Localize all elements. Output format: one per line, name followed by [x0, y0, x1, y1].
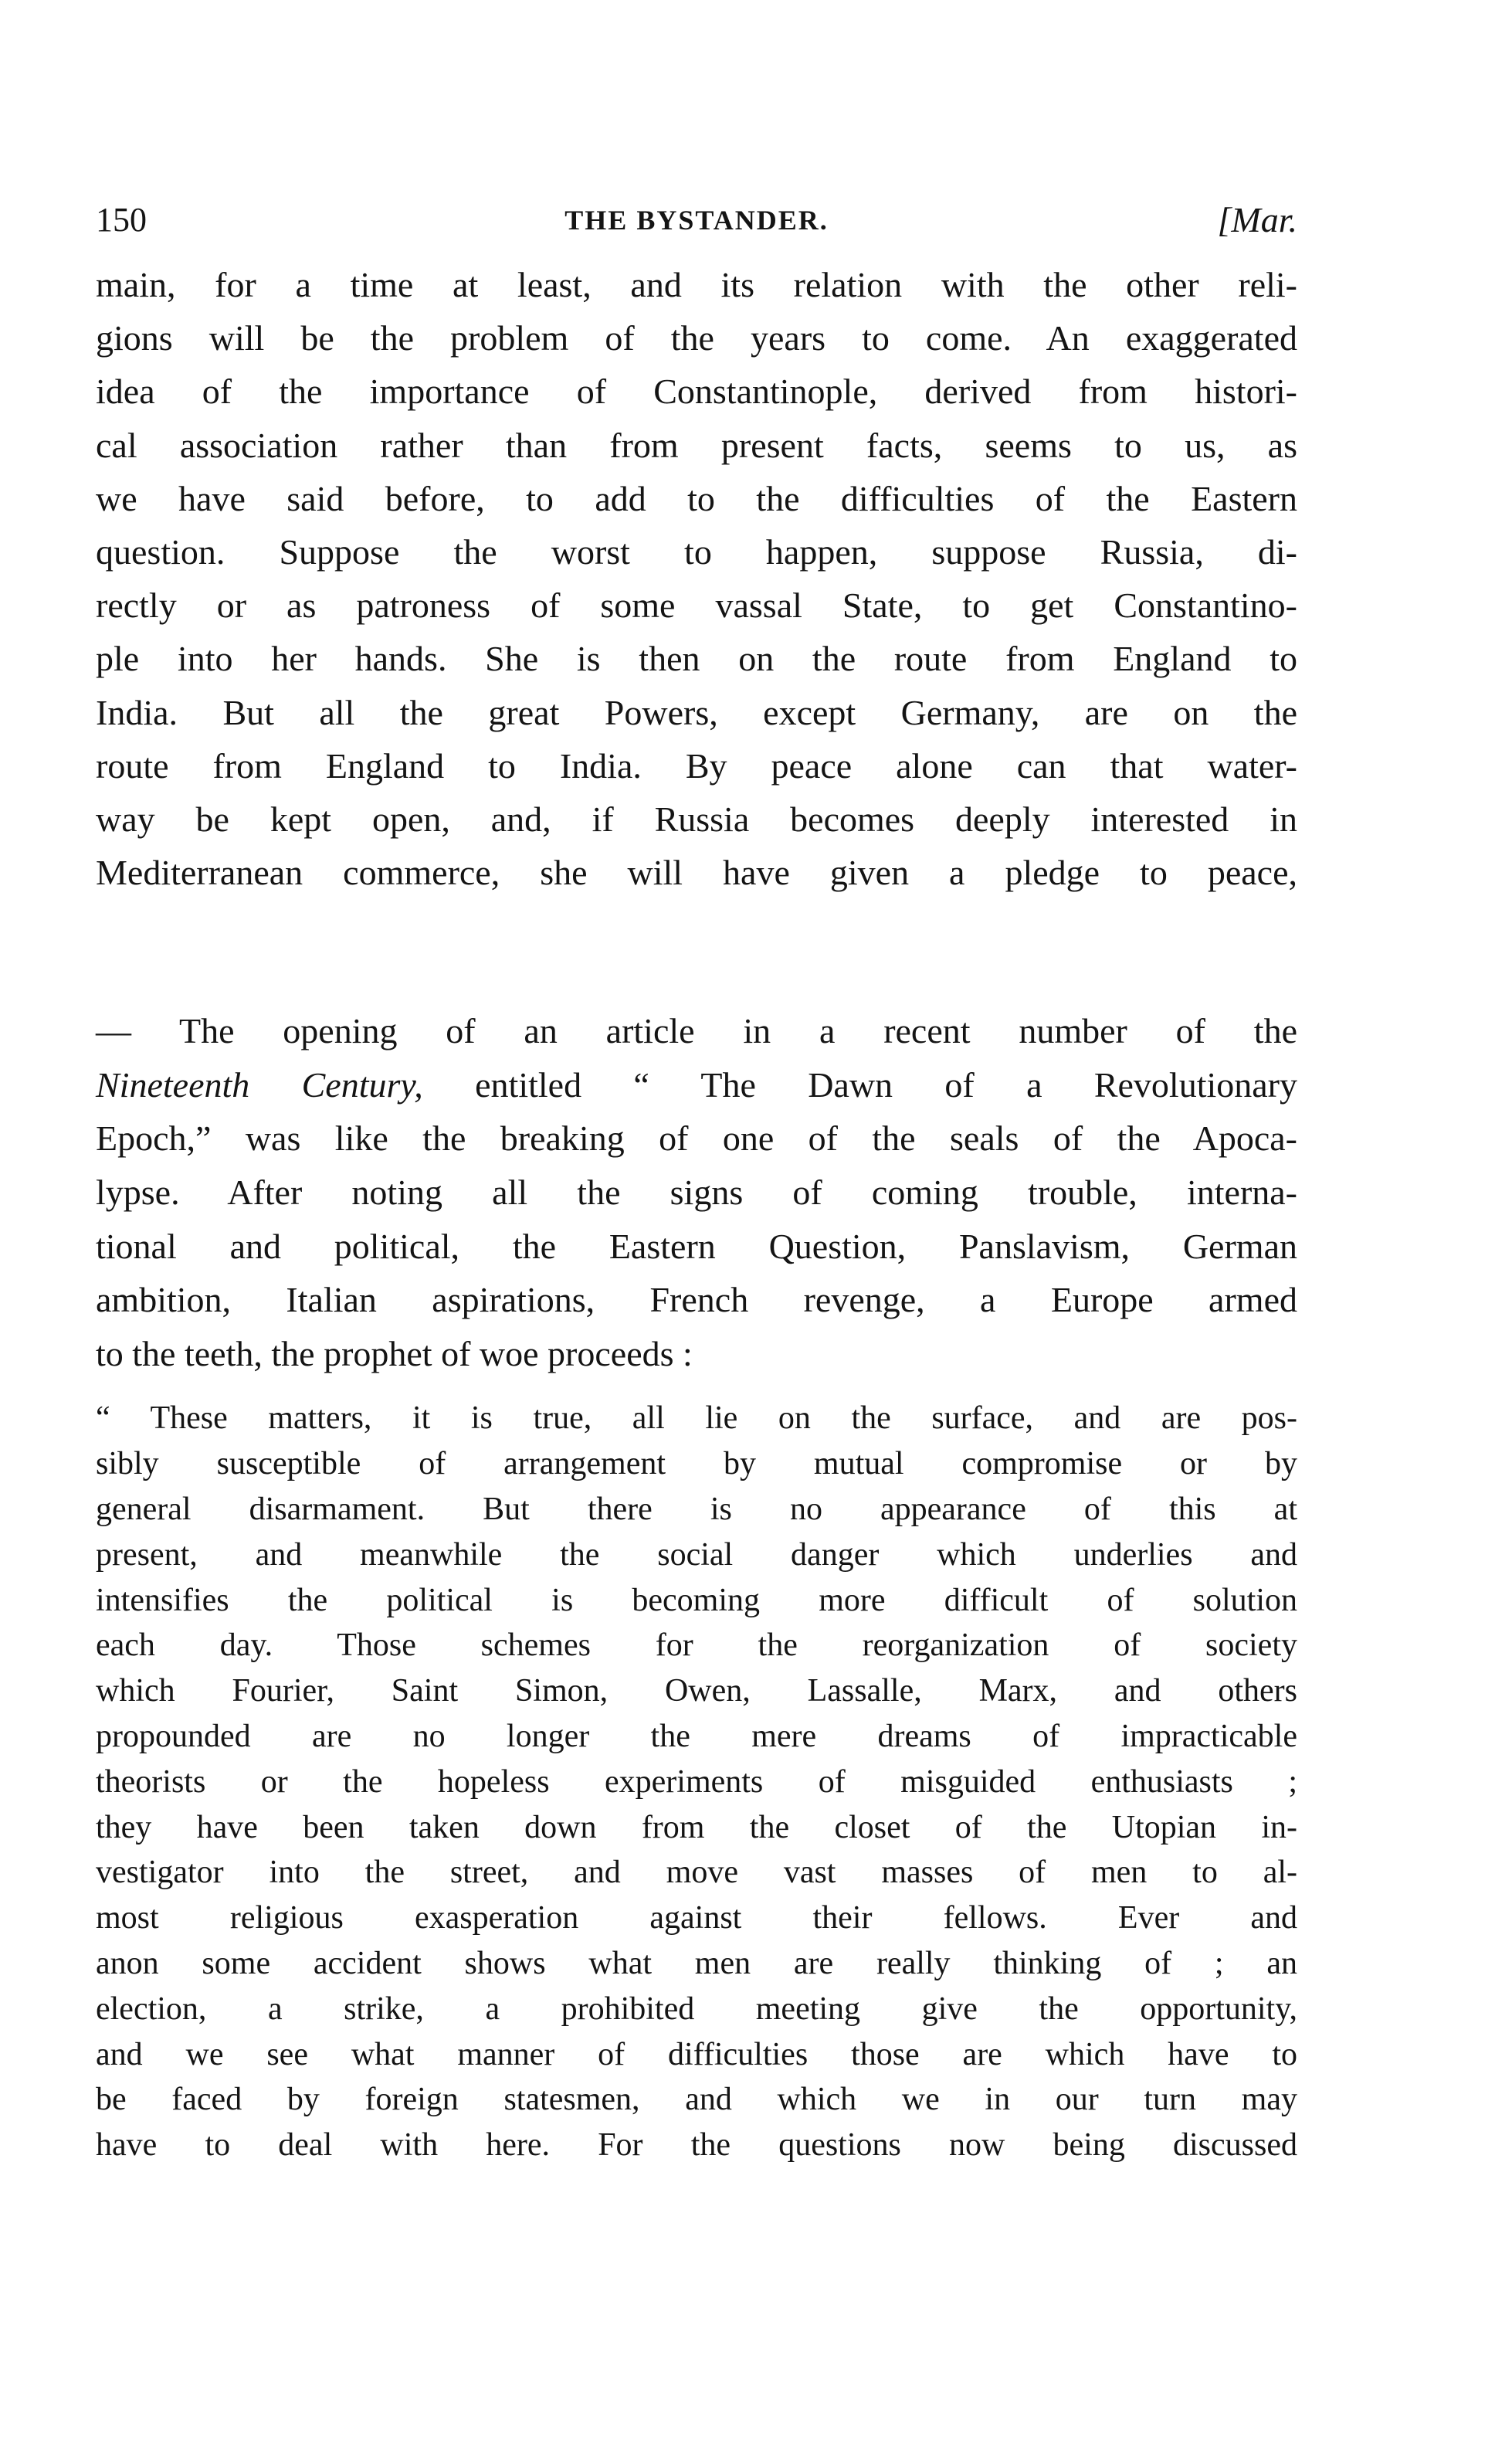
running-head	[96, 193, 1297, 247]
text-line: cal association rather than from present facts, seems to us, as	[96, 425, 1297, 465]
quote-line: each day. Those schemes for the reorganization of society	[96, 1627, 1297, 1664]
quote-line: election, a strike, a prohibited meeting give the opportunity,	[96, 1991, 1297, 2027]
quote-line: present, and meanwhile the social danger which underlies and	[96, 1536, 1297, 1573]
quote-line: have to deal with here. For the questions now being discussed	[96, 2127, 1297, 2164]
text-line	[96, 1058, 1297, 1112]
text-line: to the teeth, the prophet of woe proceeds :	[96, 1333, 693, 1373]
journal-name: Nineteenth Century,	[96, 1064, 423, 1105]
text-line: ambition, Italian aspirations, French revenge, a Europe armed	[96, 1280, 1297, 1320]
quote-line: theorists or the hopeless experiments of misguided enthusiasts ;	[96, 1763, 1297, 1800]
quote-line: intensifies the political is becoming more difficult of solution	[96, 1582, 1297, 1618]
page-number: 150	[96, 201, 147, 239]
text-line: tional and political, the Eastern Question, Panslavism, German	[96, 1226, 1297, 1266]
text-line: Mediterranean commerce, she will have given a pledge to peace,	[96, 853, 1297, 893]
text-line: we have said before, to add to the difficulties of the Eastern	[96, 478, 1297, 518]
text-line: India. But all the great Powers, except Germany, are on the	[96, 692, 1297, 732]
issue-month: [Mar.	[1217, 200, 1297, 239]
text-line: ple into her hands. She is then on the route from England to	[96, 639, 1297, 679]
text-line: question. Suppose the worst to happen, suppose Russia, di-	[96, 531, 1297, 572]
text-line: gions will be the problem of the years to come. An exaggerated	[96, 318, 1297, 358]
quote-line: anon some accident shows what men are really thinking of ; an	[96, 1945, 1297, 1981]
quote-line: and we see what manner of difficulties those are which have to	[96, 2036, 1297, 2072]
text-line: rectly or as patroness of some vassal State, to get Constantino-	[96, 585, 1297, 626]
quote-line: most religious exasperation against their fellows. Ever and	[96, 1900, 1297, 1936]
journal-title: THE BYSTANDER.	[564, 205, 829, 236]
text-fragment: entitled “ The Dawn of a Revolutionary	[422, 1064, 1297, 1105]
new-section-paragraph	[96, 1004, 1297, 1380]
quote-line: which Fourier, Saint Simon, Owen, Lassalle, Marx, and others	[96, 1673, 1297, 1709]
text-line: — The opening of an article in a recent number of the	[96, 1011, 1297, 1051]
quote-line: propounded are no longer the mere dreams of impracticable	[96, 1718, 1297, 1754]
quote-line: general disarmament. But there is no appearance of this at	[96, 1492, 1297, 1527]
quote-line: vestigator into the street, and move vast masses of men to al-	[96, 1855, 1297, 1891]
text-line: Epoch,” was like the breaking of one of the seals of the Apoca-	[96, 1118, 1297, 1159]
quote-line: they have been taken down from the closet of the Utopian in-	[96, 1809, 1297, 1845]
text-line: main, for a time at least, and its relation with the other reli-	[96, 265, 1297, 304]
text-line: route from England to India. By peace alone can that water-	[96, 745, 1297, 786]
quote-line: be faced by foreign statesmen, and which we in our turn may	[96, 2082, 1297, 2118]
text-line: way be kept open, and, if Russia becomes deeply interested in	[96, 799, 1297, 839]
quote-line: sibly susceptible of arrangement by mutual compromise or by	[96, 1446, 1297, 1482]
quote-line: “ These matters, it is true, all lie on the surface, and are pos-	[96, 1400, 1297, 1437]
block-quotation	[96, 1396, 1297, 2168]
text-line: lypse. After noting all the signs of coming trouble, interna-	[96, 1173, 1297, 1213]
text-line: idea of the importance of Constantinople, derived from histori-	[96, 372, 1297, 412]
paragraph-continued	[96, 258, 1297, 899]
book-page	[96, 193, 1297, 2168]
